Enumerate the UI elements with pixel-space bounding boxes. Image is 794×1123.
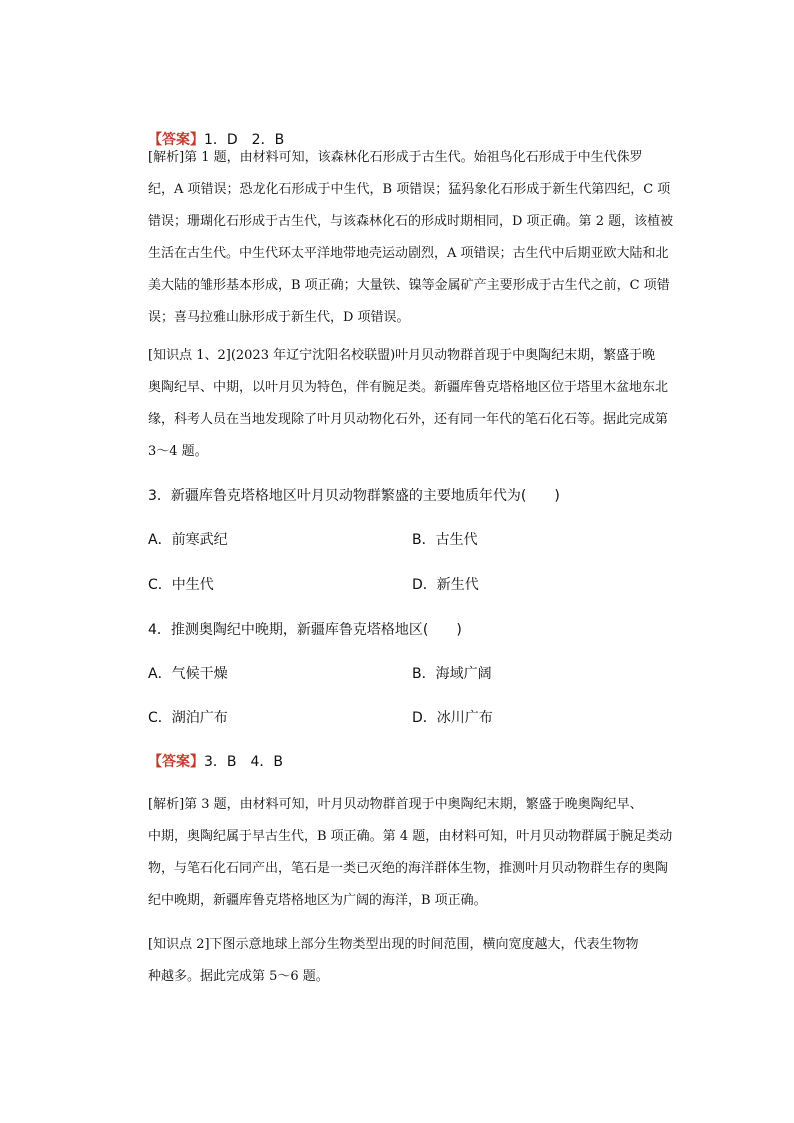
- analysis-line: [解析]第 3 题，由材料可知，叶月贝动物群首现于中奥陶纪末期，繁盛于晚奥陶纪早、: [148, 797, 643, 812]
- answer-text: 1．D 2．B: [204, 132, 285, 148]
- analysis-line: 误；喜马拉雅山脉形成于新生代，D 项错误。: [148, 310, 410, 325]
- question-3-option-a[interactable]: A．前寒武纪: [148, 532, 228, 548]
- question-3-stem: 3．新疆库鲁克塔格地区叶月贝动物群繁盛的主要地质年代为( ): [148, 488, 560, 504]
- answer-text: 3．B 4．B: [204, 754, 284, 770]
- material-line: 种越多。据此完成第 5～6 题。: [148, 969, 329, 984]
- question-3-option-b[interactable]: B．古生代: [412, 532, 478, 548]
- analysis-line: [解析]第 1 题，由材料可知，该森林化石形成于古生代。始祖鸟化石形成于中生代侏罗: [148, 150, 643, 165]
- material-line: 缘，科考人员在当地发现除了叶月贝动物化石外，还有同一年代的笔石化石等。据此完成第: [148, 412, 669, 427]
- answer-tag: 【答案】: [148, 754, 204, 770]
- answer-2: [148, 752, 283, 772]
- analysis-2: [148, 789, 674, 917]
- analysis-line: 美大陆的雏形基本形成，B 项正确；大量铁、镍等金属矿产主要形成于古生代之前，C 项错: [148, 278, 670, 293]
- question-4-option-d[interactable]: D．冰川广布: [412, 710, 493, 726]
- analysis-line: 错误；珊瑚化石形成于古生代，与该森林化石的形成时期相同，D 项正确。第 2 题，该植被: [148, 214, 674, 229]
- question-3-option-d[interactable]: D．新生代: [412, 577, 479, 593]
- question-4-option-a[interactable]: A．气候干燥: [148, 666, 228, 682]
- material-line: 3～4 题。: [148, 444, 208, 459]
- question-4-option-c[interactable]: C．湖泊广布: [148, 710, 228, 726]
- answer-tag: 【答案】: [148, 132, 204, 148]
- analysis-line: 中期，奥陶纪属于早古生代，B 项正确。第 4 题，由材料可知，叶月贝动物群属于腕足类动: [148, 829, 673, 844]
- material-line: 奥陶纪早、中期，以叶月贝为特色，伴有腕足类。新疆库鲁克塔格地区位于塔里木盆地东北: [148, 380, 669, 395]
- material-line: [知识点 2]下图示意地球上部分生物类型出现的时间范围，横向宽度越大，代表生物物: [148, 937, 639, 952]
- material-2: [148, 340, 674, 468]
- analysis-1: [148, 142, 674, 334]
- material-3: [148, 929, 674, 993]
- material-line: [知识点 1、2](2023 年辽宁沈阳名校联盟)叶月贝动物群首现于中奥陶纪末期，繁盛于晚: [148, 348, 656, 363]
- question-4-option-b[interactable]: B．海域广阔: [412, 666, 492, 682]
- question-3-option-c[interactable]: C．中生代: [148, 577, 214, 593]
- question-4-stem: 4．推测奥陶纪中晚期，新疆库鲁克塔格地区( ): [148, 622, 462, 638]
- analysis-line: 生活在古生代。中生代环太平洋地带地壳运动剧烈，A 项错误；古生代中后期亚欧大陆和北: [148, 246, 669, 261]
- analysis-line: 纪，A 项错误；恐龙化石形成于中生代，B 项错误；猛犸象化石形成于新生代第四纪，C 项: [148, 182, 671, 197]
- analysis-line: 物，与笔石化石同产出，笔石是一类已灭绝的海洋群体生物，推测叶月贝动物群生存的奥陶: [148, 861, 669, 876]
- analysis-line: 纪中晚期，新疆库鲁克塔格地区为广阔的海洋，B 项正确。: [148, 893, 487, 908]
